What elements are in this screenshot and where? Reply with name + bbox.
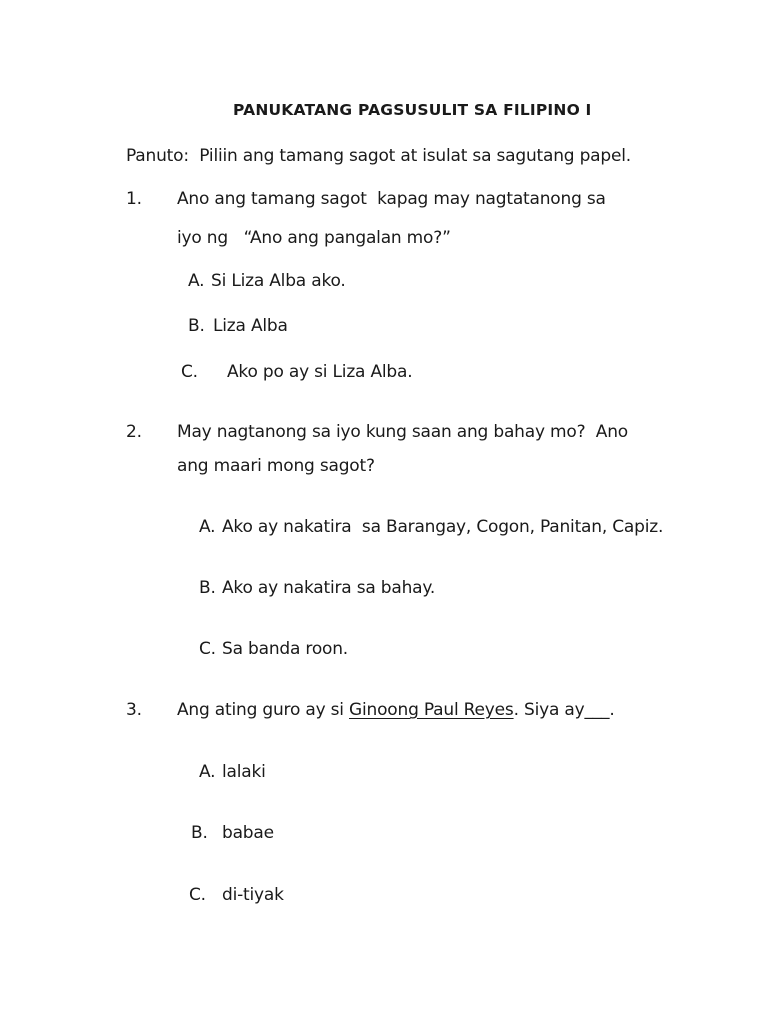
page-title: PANUKATANG PAGSUSULIT SA FILIPINO I [233,101,592,119]
option-letter: C. [199,639,216,659]
question-number: 3. [126,700,142,720]
option-letter: B. [188,316,205,336]
option-text: Sa banda roon. [222,639,349,659]
question-text: . Siya ay___. [513,700,615,720]
option-text: Ako po ay si Liza Alba. [227,362,413,382]
question-text-line: ang maari mong sagot? [177,456,375,476]
option-text: Ako ay nakatira sa Barangay, Cogon, Panitan, Capiz. [222,517,664,537]
option-text: lalaki [222,762,266,782]
question-text: Ang ating guro ay si [177,700,350,720]
question-text-line: Ano ang tamang sagot kapag may nagtatanong sa [177,189,606,209]
option-letter: B. [191,823,208,843]
question-text-line: iyo ng “Ano ang pangalan mo?” [177,228,451,248]
question-text-line [177,699,615,721]
option-text: babae [222,823,274,843]
option-text: Liza Alba [213,316,288,336]
option-letter: C. [189,885,206,905]
question-number: 1. [126,189,142,209]
option-text: Ako ay nakatira sa bahay. [222,578,436,598]
option-text: di-tiyak [222,885,284,905]
option-letter: A. [199,517,216,537]
option-letter: A. [199,762,216,782]
option-text: Si Liza Alba ako. [211,271,346,291]
option-letter: C. [181,362,198,382]
option-letter: B. [199,578,216,598]
instruction-text: Panuto: Piliin ang tamang sagot at isulat sa sagutang papel. [126,146,631,166]
option-letter: A. [188,271,205,291]
question-number: 2. [126,422,142,442]
question-text-line: May nagtanong sa iyo kung saan ang bahay mo? Ano [177,422,629,442]
underlined-name: Ginoong Paul Reyes [349,700,514,720]
